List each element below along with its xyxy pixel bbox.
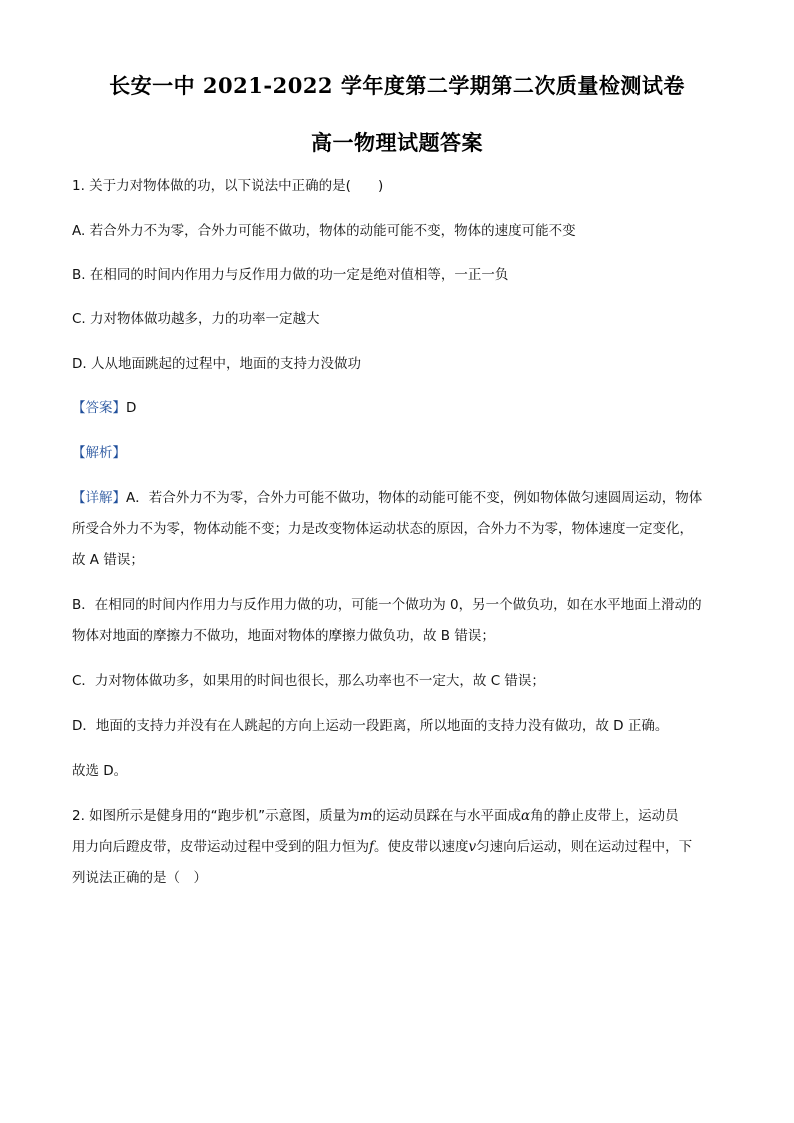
q2-text-1b: 的运动员踩在与水平面成	[372, 808, 521, 824]
explanation-c-line: C．力对物体做功多，如果用的时间也很长，那么功率也不一定大，故 C 错误；	[72, 673, 545, 689]
q2-var-m: m	[359, 808, 373, 824]
exam-title: 长安一中 2021-2022 学年度第二学期第二次质量检测试卷	[109, 73, 685, 98]
q2-var-alpha: α	[520, 808, 531, 824]
answer-value: D	[126, 400, 137, 416]
question-1-option-b: B. 在相同的时间内作用力与反作用力做的功一定是绝对值相等，一正一负	[72, 267, 509, 283]
q2-text-1a: 2. 如图所示是健身用的“跑步机”示意图，质量为	[72, 808, 360, 824]
explanation-b-line-2: 物体对地面的摩擦力不做功，地面对物体的摩擦力做负功，故 B 错误；	[72, 628, 495, 644]
detail-line-2: 所受合外力不为零，物体动能不变；力是改变物体运动状态的原因，合外力不为零，物体速度一定变化，	[72, 521, 693, 537]
analysis-line	[72, 443, 724, 463]
q2-text-1c: 角的静止皮带上，运动员	[530, 808, 679, 824]
detail-text-1: A．若合外力不为零，合外力可能不做功，物体的动能可能不变，例如物体做匀速圆周运动，物体	[126, 490, 703, 506]
q2-text-2c: 匀速向后运动，则在运动过程中，下	[476, 839, 693, 855]
q2-text-2b: 。使皮带以速度	[374, 839, 469, 855]
explanation-b-line-1: B．在相同的时间内作用力与反作用力做的功，可能一个做功为 0，另一个做负功，如在水平地面上滑动的	[72, 597, 702, 613]
question-2-line-2	[72, 837, 724, 857]
q2-var-f: f	[369, 839, 374, 855]
answer-tag: 【答案】	[72, 400, 126, 416]
analysis-tag: 【解析】	[72, 445, 126, 461]
conclusion-line: 故选 D。	[72, 763, 128, 779]
detail-line-1	[72, 488, 724, 508]
answer-line	[72, 398, 724, 418]
question-1-option-c: C. 力对物体做功越多，力的功率一定越大	[72, 311, 320, 327]
q2-text-2a: 用力向后蹬皮带，皮带运动过程中受到的阻力恒为	[72, 839, 369, 855]
question-2-line-3: 列说法正确的是（ ）	[72, 870, 207, 886]
exam-subtitle: 高一物理试题答案	[311, 130, 483, 155]
detail-line-3: 故 A 错误；	[72, 552, 144, 568]
question-2-line-1	[72, 806, 724, 826]
question-1-stem: 1. 关于力对物体做的功，以下说法中正确的是( )	[72, 178, 384, 194]
detail-tag: 【详解】	[72, 490, 126, 506]
question-1-option-a: A. 若合外力不为零，合外力可能不做功，物体的动能可能不变，物体的速度可能不变	[72, 223, 576, 239]
explanation-d-line: D．地面的支持力并没有在人跳起的方向上运动一段距离，所以地面的支持力没有做功，故 D 正确。	[72, 718, 669, 734]
q2-var-v: v	[468, 839, 477, 855]
question-1-option-d: D. 人从地面跳起的过程中，地面的支持力没做功	[72, 356, 361, 372]
